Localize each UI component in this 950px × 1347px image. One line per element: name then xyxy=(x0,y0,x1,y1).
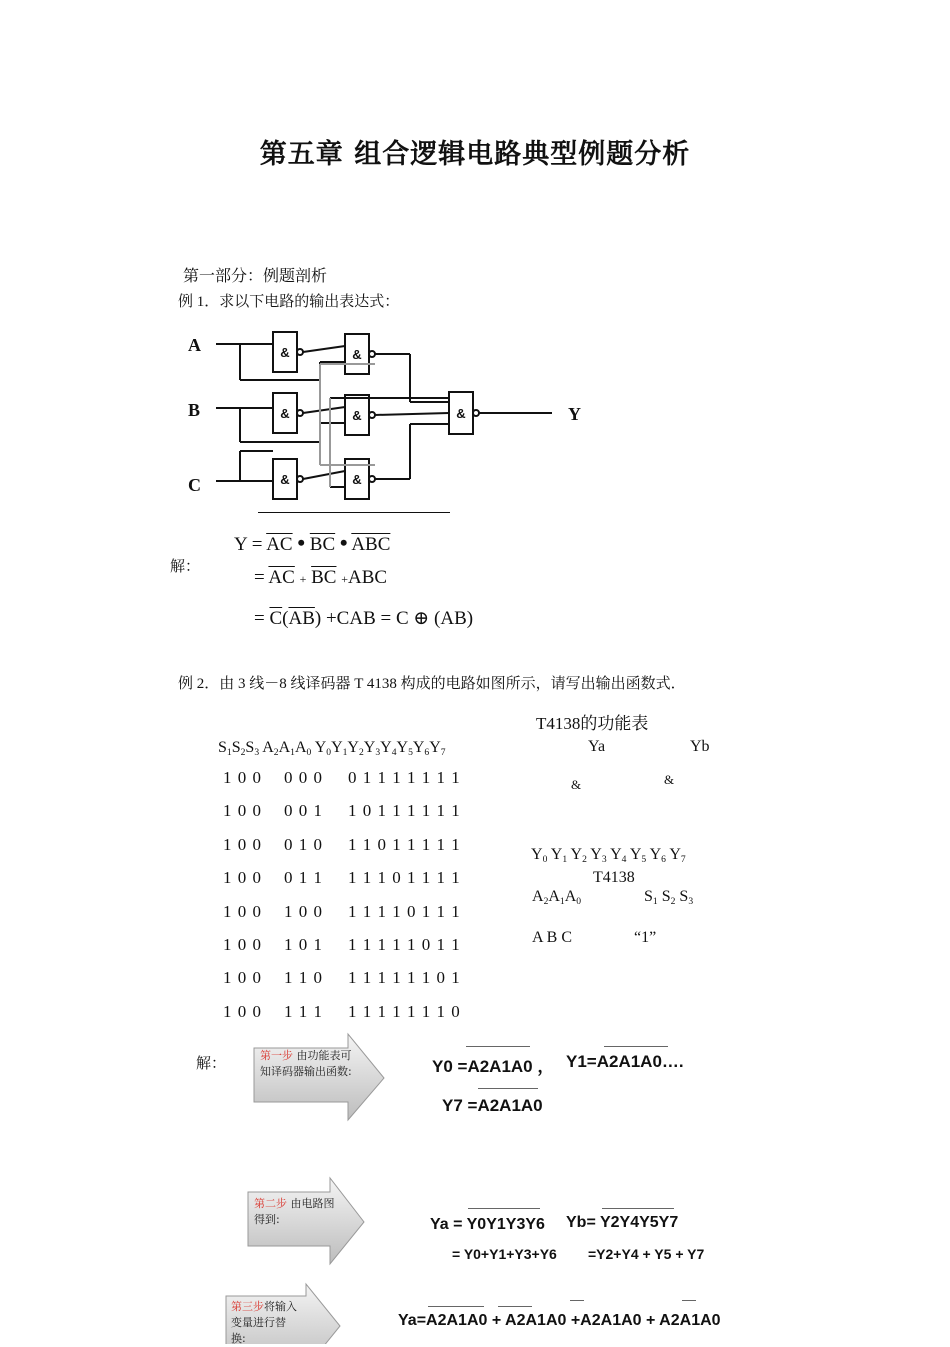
truth-row-s: 1 0 0 xyxy=(223,968,262,987)
step1-equation-2: Y1=A2A1A0…. xyxy=(566,1052,684,1071)
equation-line-3: = $\overline{C}(\overline{AB}) +CAB = C$ ⊕ (AB) xyxy=(254,608,474,629)
nand-circuit-diagram xyxy=(180,320,600,510)
overline-bar xyxy=(570,1300,584,1301)
input-b-label: B xyxy=(188,400,201,420)
input-c-label: C xyxy=(188,475,201,495)
eq-term: $\overline{AB}$ xyxy=(288,608,315,629)
eq-dot: • xyxy=(297,530,306,555)
step1-equation-1: Y0 =A2A1A0 ， xyxy=(432,1057,555,1076)
and-gate-b-symbol: & xyxy=(664,772,675,787)
step1-description: 由功能表可知译码器输出函数: xyxy=(260,1049,352,1078)
overline-bar xyxy=(468,1208,540,1209)
eq-term: $\overline{AC}$ xyxy=(266,534,293,555)
step2-ya-expanded: = Y0+Y1+Y3+Y6 xyxy=(452,1246,557,1262)
overline-bar xyxy=(466,1046,530,1047)
truth-row-a: 0 1 0 xyxy=(284,835,323,854)
truth-row-y: 1 1 1 1 1 1 1 0 xyxy=(348,1002,461,1021)
output-y-label: Y xyxy=(568,404,581,424)
eq-plus: + xyxy=(341,572,348,586)
gate-symbol: & xyxy=(280,472,290,487)
example2-question: 例 2．由 3 线－8 线译码器 T 4138 构成的电路如图所示，请写出输出函数式． xyxy=(178,676,686,692)
eq-plus: + xyxy=(299,572,307,586)
truth-row-s: 1 0 0 xyxy=(223,868,262,887)
eq-equals: = xyxy=(254,608,265,629)
overline-bar xyxy=(478,1088,538,1089)
truth-row-a: 0 0 0 xyxy=(284,768,323,787)
eq-term: $\overline{C}$ xyxy=(269,608,283,629)
gate-symbol: & xyxy=(280,345,290,360)
truth-row-a: 0 1 1 xyxy=(284,868,323,887)
gate-symbol: & xyxy=(352,472,362,487)
solution-label: 解： xyxy=(170,559,201,575)
truth-row-a: 1 1 1 xyxy=(284,1002,323,1021)
constant-one: “1” xyxy=(634,929,657,946)
truth-row-a: 1 0 0 xyxy=(284,902,323,921)
truth-row-y: 1 1 1 0 1 1 1 1 xyxy=(348,868,461,887)
overline-bar xyxy=(258,512,450,513)
eq-y: Y = xyxy=(234,534,263,555)
truth-row-y: 1 1 0 1 1 1 1 1 xyxy=(348,835,461,854)
decoder-address-inputs: $A_2A_1A_0$ xyxy=(532,888,582,907)
eq-term: $\overline{BC}$ xyxy=(309,534,336,555)
truth-row-y: 1 0 1 1 1 1 1 1 xyxy=(348,801,461,820)
step2-text xyxy=(254,1196,344,1228)
truth-row-y: 1 1 1 1 1 1 0 1 xyxy=(348,968,461,987)
part-heading: 第一部分：例题剖析 xyxy=(183,268,328,285)
truth-row-a: 1 1 0 xyxy=(284,968,323,987)
example1-question: 例 1．求以下电路的输出表达式： xyxy=(178,294,400,310)
step1-equation-3: Y7 =A2A1A0 xyxy=(442,1096,543,1115)
step2-description: 由电路图得到: xyxy=(254,1197,335,1226)
overline-bar xyxy=(682,1300,696,1301)
truth-row-s: 1 0 0 xyxy=(223,801,262,820)
overline-bar xyxy=(602,1208,674,1209)
gate-symbol: & xyxy=(352,347,362,362)
truth-row-s: 1 0 0 xyxy=(223,835,262,854)
eq-term: $\overline{BC}$ xyxy=(311,567,337,588)
step3-description: 将输入变量进行替换: xyxy=(231,1300,297,1345)
step3-ya-equation: Ya=A2A1A0 + A2A1A0 +A2A1A0 + A2A1A0 xyxy=(398,1312,721,1329)
eq-equals: = xyxy=(254,567,265,588)
truth-table-header: $S_1S_2S_3$ $A_2A_1A_0$ $Y_0Y_1Y_2Y_3Y_4Y_5Y_6Y_7$ xyxy=(218,739,446,758)
step3-number: 第三步 xyxy=(231,1300,264,1313)
abc-inputs: A B C xyxy=(532,929,573,946)
truth-row-s: 1 0 0 xyxy=(223,768,262,787)
truth-row-s: 1 0 0 xyxy=(223,1002,262,1021)
input-a-label: A xyxy=(188,335,201,355)
eq-term: $\overline{ABC}$ xyxy=(351,534,391,555)
gate-symbol: & xyxy=(456,406,466,421)
truth-row-y: 1 1 1 1 1 0 1 1 xyxy=(348,935,461,954)
overline-bar xyxy=(498,1306,532,1307)
decoder-outputs: $Y_0$ $Y_1$ $Y_2$ $Y_3$ $Y_4$ $Y_5$ $Y_6$ $Y_7$ xyxy=(531,846,686,865)
ya-label: Ya xyxy=(588,738,606,755)
step3-text xyxy=(231,1299,297,1347)
truth-row-y: 0 1 1 1 1 1 1 1 xyxy=(348,768,461,787)
equation-line-1 xyxy=(234,530,390,556)
truth-row-s: 1 0 0 xyxy=(223,902,262,921)
equation-line-2 xyxy=(254,567,387,589)
page-title: 第五章 组合逻辑电路典型例题分析 xyxy=(259,139,691,170)
truth-row-s: 1 0 0 xyxy=(223,935,262,954)
overline-bar xyxy=(604,1046,668,1047)
gate-symbol: & xyxy=(352,408,362,423)
step1-text xyxy=(260,1048,360,1080)
decoder-chip-label: T4138 xyxy=(593,869,635,886)
step2-yb-expanded: =Y2+Y4 + Y5 + Y7 xyxy=(588,1246,705,1262)
truth-row-a: 1 0 1 xyxy=(284,935,323,954)
truth-row-y: 1 1 1 1 0 1 1 1 xyxy=(348,902,461,921)
yb-label: Yb xyxy=(690,738,710,755)
function-table-title: T4138的功能表 xyxy=(536,714,649,733)
decoder-enable-inputs: $S_1$ $S_2$ $S_3$ xyxy=(644,888,694,907)
eq-term: ABC xyxy=(348,567,388,588)
truth-row-a: 0 0 1 xyxy=(284,801,323,820)
step2-ya-equation: Ya = Y0Y1Y3Y6 xyxy=(430,1216,545,1233)
overline-bar xyxy=(428,1306,484,1307)
and-gate-a-symbol: & xyxy=(571,777,582,792)
eq-dot: • xyxy=(339,530,348,555)
gate-symbol: & xyxy=(280,406,290,421)
solution-label-2: 解： xyxy=(196,1056,227,1072)
eq-term: +CAB = C ⊕ (AB) xyxy=(325,608,474,629)
step1-number: 第一步 xyxy=(260,1049,293,1062)
step2-yb-equation: Yb= Y2Y4Y5Y7 xyxy=(566,1214,679,1231)
step2-number: 第二步 xyxy=(254,1197,287,1210)
eq-term: $\overline{AC}$ xyxy=(268,567,295,588)
